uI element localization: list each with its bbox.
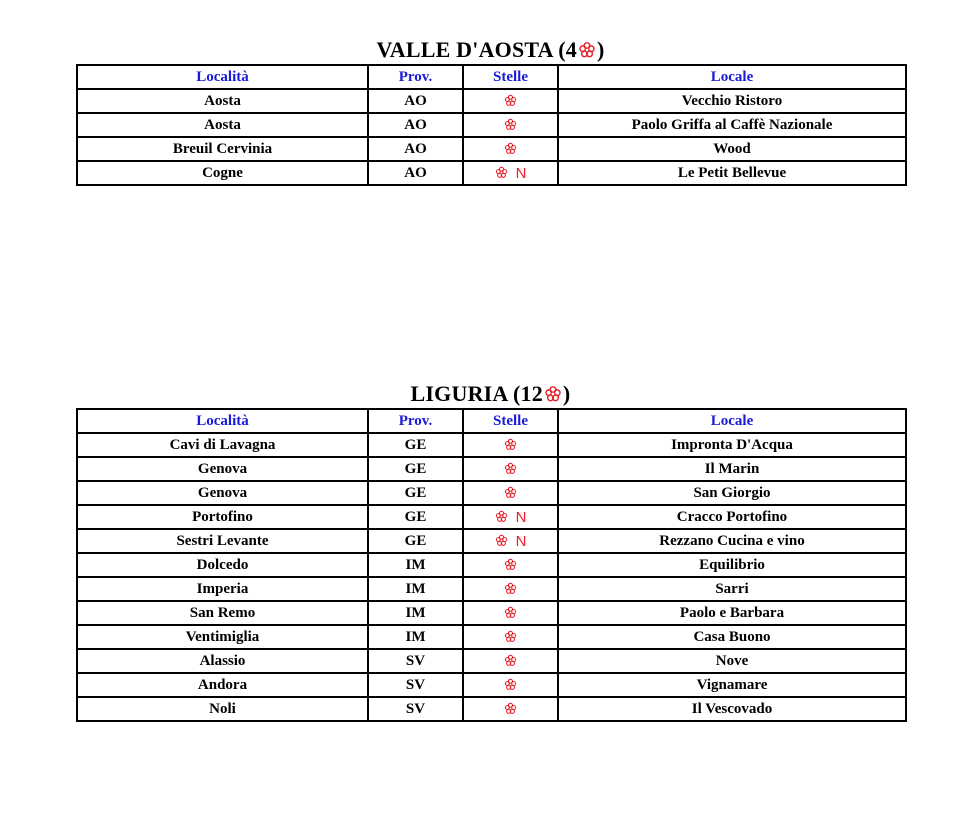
new-entry-badge: N: [515, 164, 527, 182]
cell-prov: SV: [368, 697, 463, 721]
cell-localita: Aosta: [77, 113, 368, 137]
cell-stelle: [463, 697, 558, 721]
table-row: [77, 113, 906, 137]
section-valle-daosta: [76, 36, 905, 186]
cell-prov: GE: [368, 457, 463, 481]
table-body: [77, 89, 906, 185]
cell-stelle: [463, 553, 558, 577]
cell-locale: Sarri: [558, 577, 906, 601]
table-row: [77, 601, 906, 625]
cell-stelle: [463, 161, 558, 185]
cell-stelle: [463, 481, 558, 505]
col-header-localita: Località: [77, 409, 368, 433]
michelin-star-icon: [504, 606, 517, 619]
col-header-locale: Locale: [558, 409, 906, 433]
cell-prov: GE: [368, 529, 463, 553]
cell-locale: Cracco Portofino: [558, 505, 906, 529]
table-row: [77, 673, 906, 697]
table-row: [77, 457, 906, 481]
cell-locale: Il Marin: [558, 457, 906, 481]
restaurants-table: [76, 64, 907, 186]
cell-localita: Ventimiglia: [77, 625, 368, 649]
cell-localita: Genova: [77, 481, 368, 505]
cell-prov: AO: [368, 113, 463, 137]
title-suffix: ): [596, 37, 605, 62]
table-row: [77, 505, 906, 529]
section-title: [76, 36, 905, 64]
cell-locale: Wood: [558, 137, 906, 161]
cell-localita: Sestri Levante: [77, 529, 368, 553]
michelin-star-icon: [504, 438, 517, 451]
title-prefix: LIGURIA (12: [410, 381, 543, 406]
michelin-star-icon: [504, 118, 517, 131]
title-suffix: ): [562, 381, 571, 406]
table-row: [77, 625, 906, 649]
cell-stelle: [463, 649, 558, 673]
col-header-prov: Prov.: [368, 65, 463, 89]
cell-stelle: [463, 433, 558, 457]
michelin-star-icon: [578, 41, 596, 59]
col-header-prov: Prov.: [368, 409, 463, 433]
michelin-star-icon: [504, 678, 517, 691]
michelin-star-icon: [495, 534, 508, 547]
cell-localita: Cavi di Lavagna: [77, 433, 368, 457]
michelin-star-icon: [504, 654, 517, 667]
cell-locale: Paolo e Barbara: [558, 601, 906, 625]
cell-locale: Casa Buono: [558, 625, 906, 649]
cell-stelle: [463, 457, 558, 481]
cell-stelle: [463, 601, 558, 625]
cell-locale: Il Vescovado: [558, 697, 906, 721]
section-liguria: [76, 380, 905, 722]
michelin-star-icon: [504, 462, 517, 475]
cell-stelle: [463, 89, 558, 113]
michelin-star-icon: [504, 630, 517, 643]
cell-locale: Le Petit Bellevue: [558, 161, 906, 185]
section-title: [76, 380, 905, 408]
cell-locale: Impronta D'Acqua: [558, 433, 906, 457]
table-row: [77, 137, 906, 161]
cell-stelle: [463, 505, 558, 529]
table-row: [77, 553, 906, 577]
michelin-star-icon: [495, 166, 508, 179]
restaurants-table: [76, 408, 907, 722]
michelin-star-icon: [504, 582, 517, 595]
col-header-locale: Locale: [558, 65, 906, 89]
cell-locale: Equilibrio: [558, 553, 906, 577]
new-entry-badge: N: [515, 532, 527, 550]
table-header-row: [77, 409, 906, 433]
table-row: [77, 161, 906, 185]
cell-localita: Noli: [77, 697, 368, 721]
title-prefix: VALLE D'AOSTA (4: [376, 37, 577, 62]
cell-prov: AO: [368, 137, 463, 161]
cell-locale: Rezzano Cucina e vino: [558, 529, 906, 553]
table-row: [77, 697, 906, 721]
cell-prov: GE: [368, 481, 463, 505]
table-body: [77, 433, 906, 721]
cell-localita: Dolcedo: [77, 553, 368, 577]
michelin-star-icon: [544, 385, 562, 403]
michelin-star-icon: [504, 94, 517, 107]
col-header-localita: Località: [77, 65, 368, 89]
cell-prov: SV: [368, 673, 463, 697]
cell-localita: Genova: [77, 457, 368, 481]
table-row: [77, 577, 906, 601]
new-entry-badge: N: [515, 508, 527, 526]
table-row: [77, 433, 906, 457]
cell-locale: Vecchio Ristoro: [558, 89, 906, 113]
cell-prov: AO: [368, 89, 463, 113]
michelin-star-icon: [504, 486, 517, 499]
cell-localita: Alassio: [77, 649, 368, 673]
cell-localita: Andora: [77, 673, 368, 697]
michelin-star-icon: [504, 558, 517, 571]
cell-locale: Vignamare: [558, 673, 906, 697]
cell-stelle: [463, 529, 558, 553]
michelin-star-icon: [504, 142, 517, 155]
cell-localita: Aosta: [77, 89, 368, 113]
cell-prov: IM: [368, 625, 463, 649]
cell-prov: GE: [368, 433, 463, 457]
cell-locale: San Giorgio: [558, 481, 906, 505]
cell-stelle: [463, 113, 558, 137]
cell-prov: SV: [368, 649, 463, 673]
cell-localita: Portofino: [77, 505, 368, 529]
cell-prov: IM: [368, 601, 463, 625]
cell-prov: IM: [368, 577, 463, 601]
cell-stelle: [463, 625, 558, 649]
table-header-row: [77, 65, 906, 89]
table-row: [77, 481, 906, 505]
cell-prov: IM: [368, 553, 463, 577]
michelin-star-icon: [495, 510, 508, 523]
cell-locale: Nove: [558, 649, 906, 673]
col-header-stelle: Stelle: [463, 65, 558, 89]
table-row: [77, 529, 906, 553]
cell-localita: Imperia: [77, 577, 368, 601]
cell-prov: AO: [368, 161, 463, 185]
cell-prov: GE: [368, 505, 463, 529]
table-row: [77, 649, 906, 673]
cell-stelle: [463, 673, 558, 697]
cell-stelle: [463, 137, 558, 161]
col-header-stelle: Stelle: [463, 409, 558, 433]
michelin-star-icon: [504, 702, 517, 715]
cell-localita: San Remo: [77, 601, 368, 625]
table-row: [77, 89, 906, 113]
cell-localita: Breuil Cervinia: [77, 137, 368, 161]
cell-locale: Paolo Griffa al Caffè Nazionale: [558, 113, 906, 137]
cell-localita: Cogne: [77, 161, 368, 185]
cell-stelle: [463, 577, 558, 601]
